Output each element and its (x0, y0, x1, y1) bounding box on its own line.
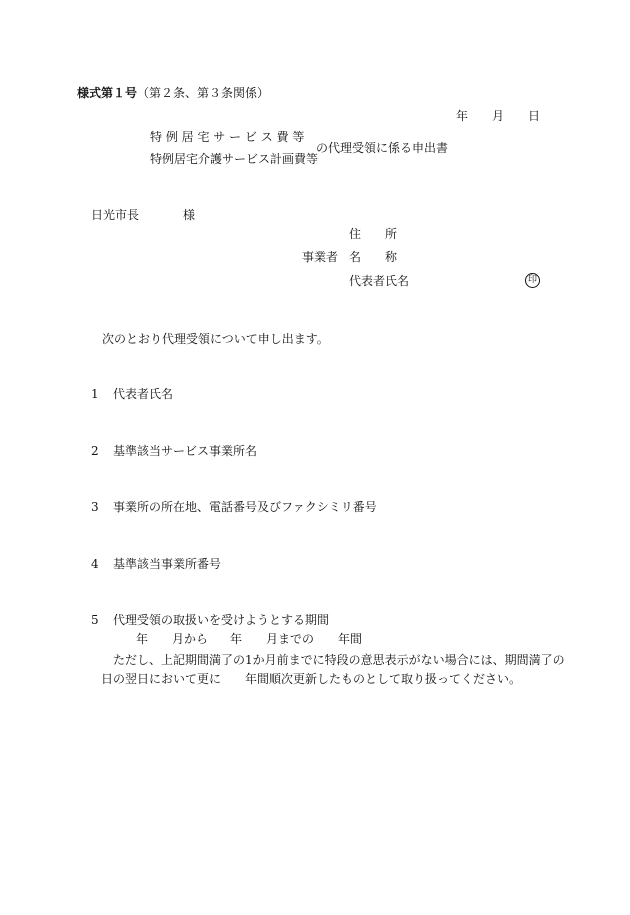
item-5-label: 代理受領の取扱いを受けようとする期間 (113, 613, 330, 627)
item-4-label: 基準該当事業所番号 (113, 557, 222, 571)
period-end-year: 年 (230, 632, 243, 646)
item-3-label: 事業所の所在地、電話番号及びファクシミリ番号 (113, 500, 377, 514)
seal-mark: 印 (525, 273, 540, 288)
date-day: 日 (528, 109, 541, 123)
item-2-number: 2 (91, 444, 99, 458)
item-2-label: 基準該当サービス事業所名 (113, 444, 258, 458)
title-line-2: 特例居宅介護サービス計画費等 (150, 152, 319, 166)
note-line-1: ただし、上記期間満了の1か月前までに特段の意思表示がない場合には、期間満了の (113, 653, 565, 667)
period-start-month: 月から (172, 632, 209, 646)
title-line-1: 特 例 居 宅 サ ー ビ ス 費 等 (150, 130, 305, 144)
form-number-line (77, 86, 269, 100)
title-suffix: の代理受領に係る申出書 (316, 141, 449, 155)
form-number: 様式第１号 (77, 86, 138, 100)
item-3-number: 3 (91, 500, 99, 514)
address-label: 住 所 (349, 227, 398, 241)
period-years: 年間 (338, 632, 363, 646)
item-1-label: 代表者氏名 (113, 387, 174, 401)
date-month: 月 (492, 109, 505, 123)
intro-text: 次のとおり代理受領について申し出ます。 (102, 332, 329, 346)
item-1-number: 1 (91, 387, 99, 401)
addressee-name: 日光市長 (91, 208, 140, 222)
business-label: 事業者 (302, 250, 339, 264)
date-year: 年 (456, 109, 469, 123)
name-label: 名 称 (349, 250, 398, 264)
item-5-number: 5 (91, 613, 99, 627)
item-4-number: 4 (91, 557, 99, 571)
period-start-year: 年 (136, 632, 149, 646)
form-articles: （第２条、第３条関係） (137, 86, 270, 100)
period-end-month: 月までの (266, 632, 315, 646)
representative-label: 代表者氏名 (349, 274, 410, 288)
addressee-honorific: 様 (183, 208, 196, 222)
note-line-2: 日の翌日において更に 年間順次更新したものとして取り扱ってください。 (101, 672, 522, 686)
